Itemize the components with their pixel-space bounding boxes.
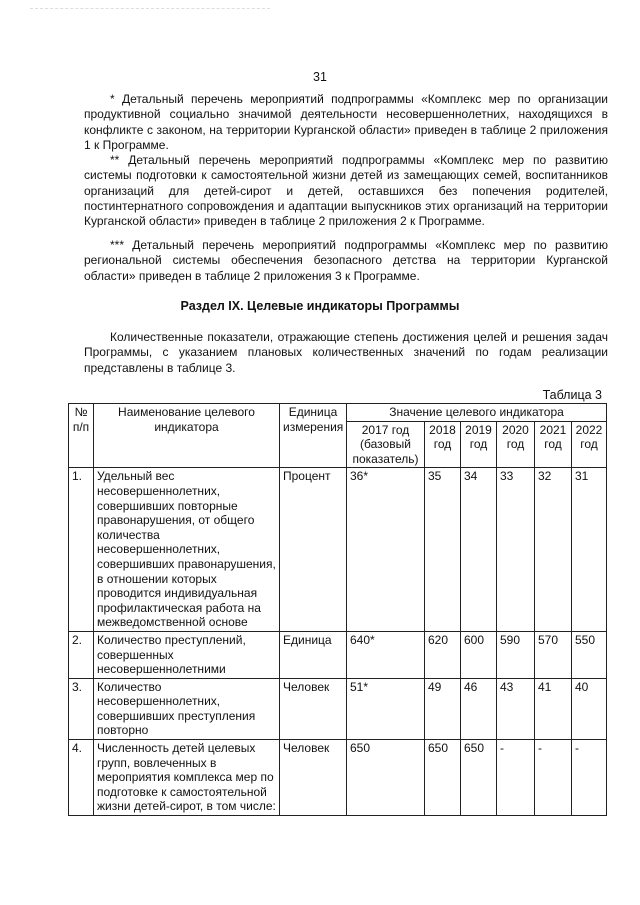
header-year: 2019 год (461, 421, 497, 468)
row-value: 600 (461, 631, 497, 678)
footnote-2: ** Детальный перечень мероприятий подпрограммы «Комплекс мер по развитию системы подготовки к самостоятельной жизни детей из замещающих семей, воспитанников организаций для детей-сирот и детей, оставшихся без попечения родителей, постинтернатного сопровождения и адаптации выпускников этих организаций на территории Курганской области» приведен в таблице 2 приложения 2 к Программе. (84, 153, 608, 229)
row-name: Количество преступлений, совершенных несовершеннолетними (94, 631, 280, 678)
row-num: 1. (69, 468, 94, 632)
row-value: 51* (347, 678, 425, 739)
header-year: 2018 год (425, 421, 461, 468)
row-value: 43 (497, 678, 535, 739)
row-unit: Процент (280, 468, 347, 632)
header-name: Наименование целевого индикатора (94, 404, 280, 468)
section-title: Раздел IX. Целевые индикаторы Программы (180, 299, 460, 313)
header-year: 2017 год (базовый показатель) (347, 421, 425, 468)
row-value: 36* (347, 468, 425, 632)
footnote-1: * Детальный перечень мероприятий подпрограммы «Комплекс мер по организации продуктивной социально значимой деятельности несовершеннолетних, находящихся в конфликте с законом, на территории Курганской области» приведен в таблице 2 приложения 1 к Программе. (84, 92, 608, 152)
row-num: 4. (69, 740, 94, 816)
header-year: 2021 год (535, 421, 572, 468)
row-value: 35 (425, 468, 461, 632)
row-unit: Единица (280, 631, 347, 678)
row-value: 46 (461, 678, 497, 739)
row-name: Удельный вес несовершеннолетних, совершивших повторные правонарушения, от общего количества несовершеннолетних, совершивших правонарушения, в отношении которых проводится индивидуальная профилактическая работа на межведомственной основе (94, 468, 280, 632)
row-value: 550 (572, 631, 607, 678)
row-value: - (497, 740, 535, 816)
row-value: 650 (425, 740, 461, 816)
page-number: 31 (313, 70, 327, 84)
row-value: 570 (535, 631, 572, 678)
row-value: 49 (425, 678, 461, 739)
row-value: 590 (497, 631, 535, 678)
row-value: 34 (461, 468, 497, 632)
row-name: Численность детей целевых групп, вовлеченных в мероприятия комплекса мер по подготовке к самостоятельной жизни детей-сирот, в том числе: (94, 740, 280, 816)
row-unit: Человек (280, 678, 347, 739)
scan-artifact (30, 8, 270, 11)
row-value: 650 (347, 740, 425, 816)
row-value: 40 (572, 678, 607, 739)
header-num: № п/п (69, 404, 94, 468)
table-row (69, 740, 607, 816)
row-num: 3. (69, 678, 94, 739)
section-intro: Количественные показатели, отражающие степень достижения целей и решения задач Программы, с указанием плановых количественных значений по годам реализации представлены в таблице 3. (84, 330, 608, 375)
table-row (69, 631, 607, 678)
header-year: 2022 год (572, 421, 607, 468)
header-values: Значение целевого индикатора (347, 404, 607, 422)
row-value: - (535, 740, 572, 816)
indicators-table (68, 403, 607, 816)
row-value: 31 (572, 468, 607, 632)
table-header-row (69, 404, 607, 422)
row-value: 650 (461, 740, 497, 816)
row-value: 33 (497, 468, 535, 632)
header-year: 2020 год (497, 421, 535, 468)
header-unit: Единица измерения (280, 404, 347, 468)
row-unit: Человек (280, 740, 347, 816)
row-value: 640* (347, 631, 425, 678)
row-value: 620 (425, 631, 461, 678)
row-value: 32 (535, 468, 572, 632)
table-caption: Таблица 3 (542, 388, 602, 402)
row-value: - (572, 740, 607, 816)
footnote-3: *** Детальный перечень мероприятий подпрограммы «Комплекс мер по развитию региональной системы обеспечения безопасного детства на территории Курганской области» приведен в таблице 2 приложения 3 к Программе. (84, 238, 608, 283)
table-row (69, 678, 607, 739)
row-num: 2. (69, 631, 94, 678)
row-value: 41 (535, 678, 572, 739)
table-row (69, 468, 607, 632)
row-name: Количество несовершеннолетних, совершивших преступления повторно (94, 678, 280, 739)
